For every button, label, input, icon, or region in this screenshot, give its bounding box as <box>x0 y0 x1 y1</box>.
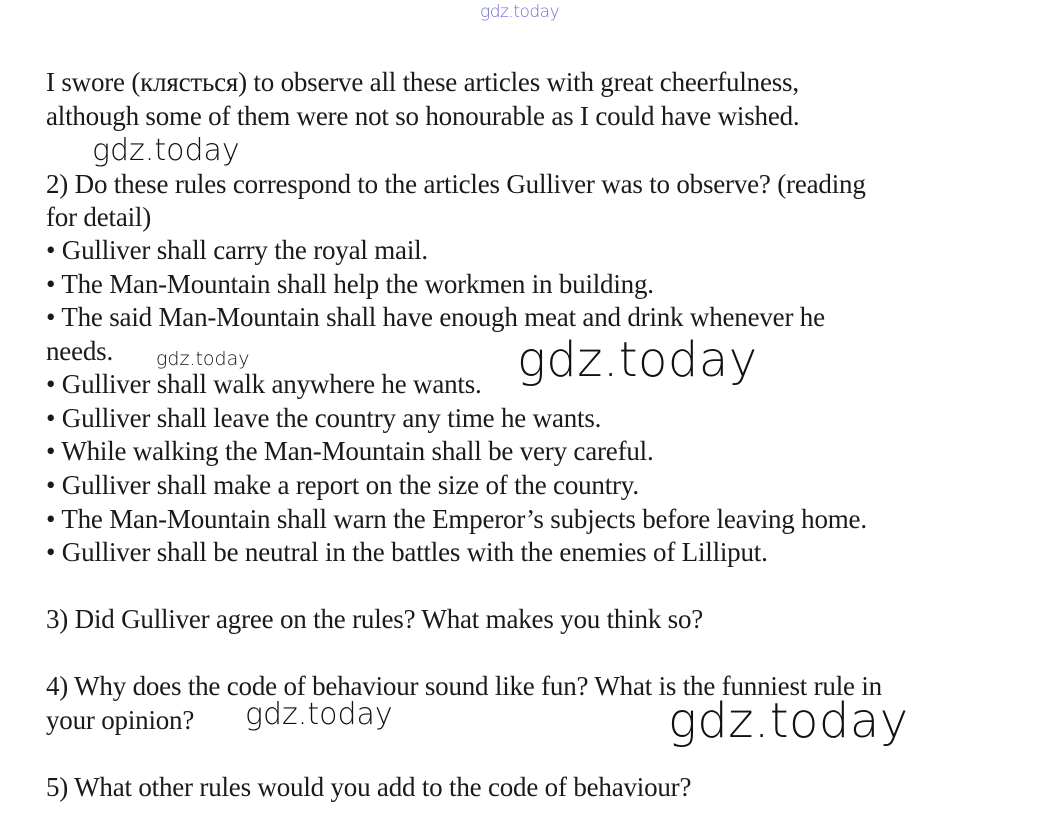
watermark-b: gdz.today <box>156 348 250 370</box>
question-4-line-1: 4) Why does the code of behaviour sound like fun? What is the funniest rule in <box>46 671 882 701</box>
rule-item: • Gulliver shall walk anywhere he wants. <box>46 369 482 399</box>
question-5: 5) What other rules would you add to the code of behaviour? <box>46 772 692 802</box>
rule-item: • The Man-Mountain shall warn the Emperor’s subjects before leaving home. <box>46 504 867 534</box>
rule-item-continuation: needs. <box>46 336 114 366</box>
rule-item: • Gulliver shall carry the royal mail. <box>46 235 428 265</box>
question-2-line-2: for detail) <box>46 202 151 232</box>
question-3: 3) Did Gulliver agree on the rules? What makes you think so? <box>46 604 704 634</box>
rule-item: • Gulliver shall be neutral in the battles with the enemies of Lilliput. <box>46 537 768 567</box>
watermark-c: gdz.today <box>517 332 758 388</box>
intro-line-2: although some of them were not so honourable as I could have wished. <box>46 101 800 131</box>
watermark-top: gdz.today <box>480 2 560 22</box>
watermark-a: gdz.today <box>92 133 240 168</box>
rule-item: • Gulliver shall leave the country any time he wants. <box>46 403 602 433</box>
question-2-line-1: 2) Do these rules correspond to the articles Gulliver was to observe? (reading <box>46 169 866 199</box>
rule-item: • Gulliver shall make a report on the size of the country. <box>46 470 639 500</box>
intro-line-1: I swore (клясться) to observe all these articles with great cheerfulness, <box>46 67 799 97</box>
rule-item: • While walking the Man-Mountain shall be very careful. <box>46 436 654 466</box>
watermark-e: gdz.today <box>668 693 909 749</box>
rule-item: • The said Man-Mountain shall have enough meat and drink whenever he <box>46 302 825 332</box>
question-4-line-2: your opinion? <box>46 705 195 735</box>
watermark-d: gdz.today <box>245 697 393 732</box>
rule-item: • The Man-Mountain shall help the workmen in building. <box>46 269 654 299</box>
